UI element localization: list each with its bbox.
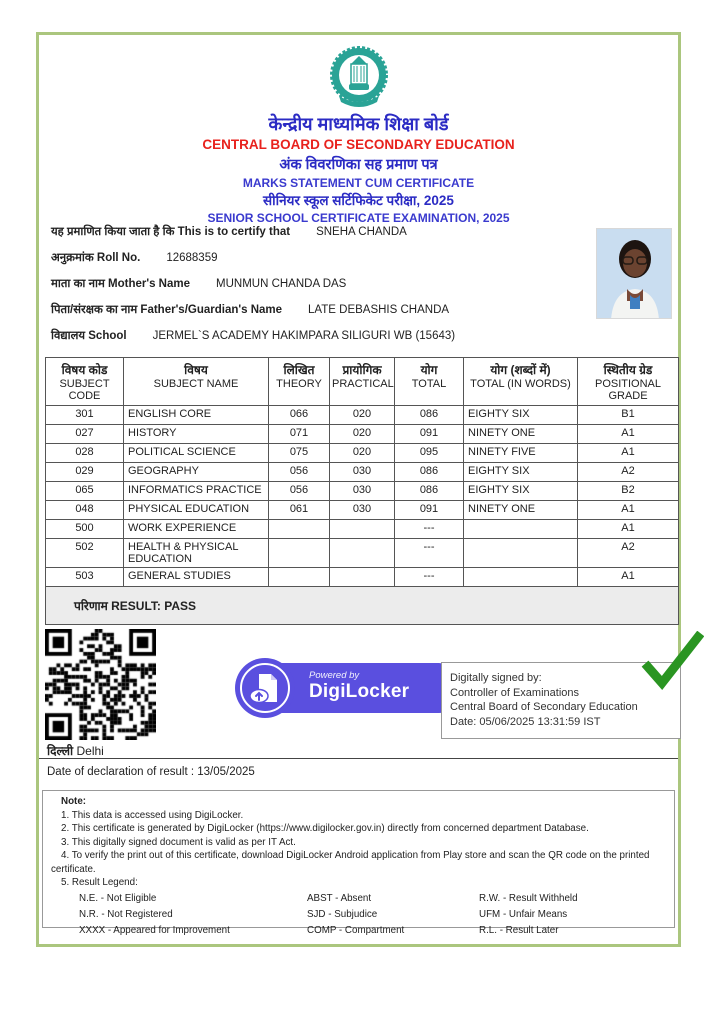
subject-code-cell: 065 [46, 482, 124, 501]
theory-cell: 066 [269, 406, 330, 425]
subject-row [46, 425, 679, 444]
school-name: JERMEL`S ACADEMY HAKIMPARA SILIGURI WB (15643) [152, 330, 456, 342]
signature-line-3: Central Board of Secondary Education [450, 701, 638, 713]
subject-code-cell: 500 [46, 520, 124, 539]
theory-cell: 071 [269, 425, 330, 444]
total-cell: 086 [395, 482, 464, 501]
total-words-cell [464, 520, 578, 539]
roll-label: अनुक्रमांक Roll No. [51, 252, 141, 264]
note-item: 4. To verify the print out of this certificate, download DigiLocker Android application from Play store and scan the QR code on the printed certificate. [51, 850, 650, 875]
place-hindi: दिल्ली [47, 744, 74, 758]
certify-label: यह प्रमाणित किया जाता है कि This is to certify that [51, 226, 291, 238]
legend-entry: R.W. - Result Withheld [479, 892, 578, 904]
grade-cell: A1 [578, 501, 679, 520]
note-item: 3. This digitally signed document is valid as per IT Act. [61, 836, 296, 848]
subject-code-cell: 503 [46, 568, 124, 587]
legend-entry: ABST - Absent [307, 892, 372, 904]
note-item: 2. This certificate is generated by DigiLocker (https://www.digilocker.gov.in) directly from concerned department Database. [61, 823, 589, 834]
subject-code-cell: 502 [46, 539, 124, 568]
subject-name-cell: POLITICAL SCIENCE [124, 444, 269, 463]
father-name: LATE DEBASHIS CHANDA [308, 304, 450, 316]
theory-cell: 056 [269, 482, 330, 501]
total-words-cell: EIGHTY SIX [464, 463, 578, 482]
subject-row [46, 482, 679, 501]
student-name: SNEHA CHANDA [316, 226, 407, 238]
mother-row [51, 276, 591, 292]
digital-signature-box [441, 662, 681, 739]
subject-name-cell: HEALTH & PHYSICAL EDUCATION [124, 539, 269, 568]
marks-table-body [46, 406, 679, 587]
legend-entry: N.E. - Not Eligible [79, 892, 157, 904]
place-line [47, 742, 104, 759]
total-cell: --- [395, 520, 464, 539]
subject-code-cell: 027 [46, 425, 124, 444]
col-subject-code: विषय कोड SUBJECT CODE [46, 358, 124, 406]
school-row [51, 328, 591, 344]
practical-cell: 030 [330, 463, 395, 482]
subject-name-cell: INFORMATICS PRACTICE [124, 482, 269, 501]
checkmark-icon [638, 631, 704, 698]
subject-code-cell: 028 [46, 444, 124, 463]
father-row [51, 302, 591, 318]
practical-cell: 030 [330, 501, 395, 520]
grade-cell: A1 [578, 444, 679, 463]
exam-title-english: SENIOR SCHOOL CERTIFICATE EXAMINATION, 2025 [207, 211, 510, 225]
subject-row [46, 501, 679, 520]
subject-code-cell: 029 [46, 463, 124, 482]
total-words-cell [464, 539, 578, 568]
result-text: परिणाम RESULT: PASS [46, 587, 679, 625]
legend-title: 5. Result Legend: [61, 877, 138, 888]
legend-entry: R.L. - Result Later [479, 924, 559, 936]
subject-code-cell: 048 [46, 501, 124, 520]
legend-column-1 [79, 892, 307, 938]
total-words-cell: NINETY ONE [464, 425, 578, 444]
certify-row [51, 224, 591, 240]
practical-cell [330, 539, 395, 568]
board-title-hindi: केन्द्रीय माध्यमिक शिक्षा बोर्ड [268, 114, 449, 134]
subject-code-cell: 301 [46, 406, 124, 425]
theory-cell: 061 [269, 501, 330, 520]
place-english: Delhi [76, 744, 104, 758]
qr-code [45, 629, 156, 740]
marks-table-header [46, 358, 679, 406]
practical-cell: 020 [330, 444, 395, 463]
col-subject-name: विषय SUBJECT NAME [124, 358, 269, 406]
signature-line-2: Controller of Examinations [450, 686, 580, 699]
total-words-cell: EIGHTY SIX [464, 482, 578, 501]
note-title: Note: [61, 796, 87, 807]
subject-row [46, 444, 679, 463]
mother-label: माता का नाम Mother's Name [51, 278, 190, 290]
digilocker-badge [235, 657, 451, 719]
theory-cell: 075 [269, 444, 330, 463]
cbse-logo-icon [327, 46, 391, 110]
theory-cell: 056 [269, 463, 330, 482]
certificate-header [39, 35, 678, 226]
total-words-cell [464, 568, 578, 587]
legend-entry: UFM - Unfair Means [479, 908, 568, 920]
col-total: योग TOTAL [395, 358, 464, 406]
total-cell: 095 [395, 444, 464, 463]
subject-name-cell: WORK EXPERIENCE [124, 520, 269, 539]
subject-row [46, 463, 679, 482]
declaration-label: Date of declaration of result : [47, 766, 195, 778]
exam-title-hindi: सीनियर स्कूल सर्टिफिकेट परीक्षा, 2025 [263, 193, 454, 208]
declaration-line [47, 766, 255, 778]
roll-row [51, 250, 591, 266]
roll-number: 12688359 [166, 252, 218, 264]
practical-cell [330, 520, 395, 539]
col-grade: स्थितीय ग्रेड POSITIONAL GRADE [578, 358, 679, 406]
subject-row [46, 568, 679, 587]
result-legend [79, 892, 666, 938]
certificate-border-frame [36, 32, 681, 947]
digilocker-icon [235, 658, 295, 718]
subject-row [46, 520, 679, 539]
student-details [51, 224, 591, 354]
mother-name: MUNMUN CHANDA DAS [216, 278, 347, 290]
board-title-english: CENTRAL BOARD OF SECONDARY EDUCATION [202, 137, 515, 152]
legend-entry: COMP - Compartment [307, 924, 405, 936]
subject-name-cell: ENGLISH CORE [124, 406, 269, 425]
subject-name-cell: HISTORY [124, 425, 269, 444]
total-cell: 086 [395, 406, 464, 425]
col-total-words: योग (शब्दों में) TOTAL (IN WORDS) [464, 358, 578, 406]
digilocker-label [269, 663, 449, 713]
theory-cell [269, 539, 330, 568]
grade-cell: A2 [578, 539, 679, 568]
total-words-cell: NINETY FIVE [464, 444, 578, 463]
legend-entry: XXXX - Appeared for Improvement [79, 924, 230, 936]
total-cell: 091 [395, 425, 464, 444]
note-item: 1. This data is accessed using DigiLocker. [61, 809, 244, 821]
note-box [42, 790, 675, 936]
subject-row [46, 539, 679, 568]
signature-line-1: Digitally signed by: [450, 672, 542, 684]
grade-cell: A2 [578, 463, 679, 482]
grade-cell: A1 [578, 425, 679, 444]
powered-by-text: Powered by [309, 670, 360, 681]
horizontal-divider [39, 758, 678, 759]
grade-cell: A1 [578, 568, 679, 587]
marks-table [45, 357, 679, 625]
col-theory: लिखित THEORY [269, 358, 330, 406]
result-row [46, 587, 679, 625]
doc-title-hindi: अंक विवरणिका सह प्रमाण पत्र [279, 157, 438, 173]
practical-cell: 030 [330, 482, 395, 501]
school-label: विद्यालय School [51, 330, 127, 342]
declaration-date: 13/05/2025 [197, 766, 255, 778]
total-cell: 091 [395, 501, 464, 520]
signature-line-4: Date: 05/06/2025 13:31:59 IST [450, 715, 601, 728]
legend-column-3 [479, 892, 578, 938]
col-practical: प्रायोगिक PRACTICAL [330, 358, 395, 406]
total-words-cell: NINETY ONE [464, 501, 578, 520]
practical-cell: 020 [330, 425, 395, 444]
student-photo [596, 228, 672, 319]
theory-cell [269, 520, 330, 539]
doc-title-english: MARKS STATEMENT CUM CERTIFICATE [242, 176, 475, 190]
legend-entry: N.R. - Not Registered [79, 908, 173, 920]
subject-name-cell: GEOGRAPHY [124, 463, 269, 482]
grade-cell: B2 [578, 482, 679, 501]
grade-cell: B1 [578, 406, 679, 425]
subject-name-cell: PHYSICAL EDUCATION [124, 501, 269, 520]
subject-name-cell: GENERAL STUDIES [124, 568, 269, 587]
legend-column-2 [307, 892, 479, 938]
total-words-cell: EIGHTY SIX [464, 406, 578, 425]
digilocker-brand-text: DigiLocker [309, 681, 410, 702]
practical-cell [330, 568, 395, 587]
total-cell: 086 [395, 463, 464, 482]
grade-cell: A1 [578, 520, 679, 539]
subject-row [46, 406, 679, 425]
total-cell: --- [395, 539, 464, 568]
note-items [51, 809, 666, 877]
legend-entry: SJD - Subjudice [307, 908, 378, 920]
practical-cell: 020 [330, 406, 395, 425]
total-cell: --- [395, 568, 464, 587]
theory-cell [269, 568, 330, 587]
father-label: पिता/संरक्षक का नाम Father's/Guardian's Name [51, 304, 283, 316]
